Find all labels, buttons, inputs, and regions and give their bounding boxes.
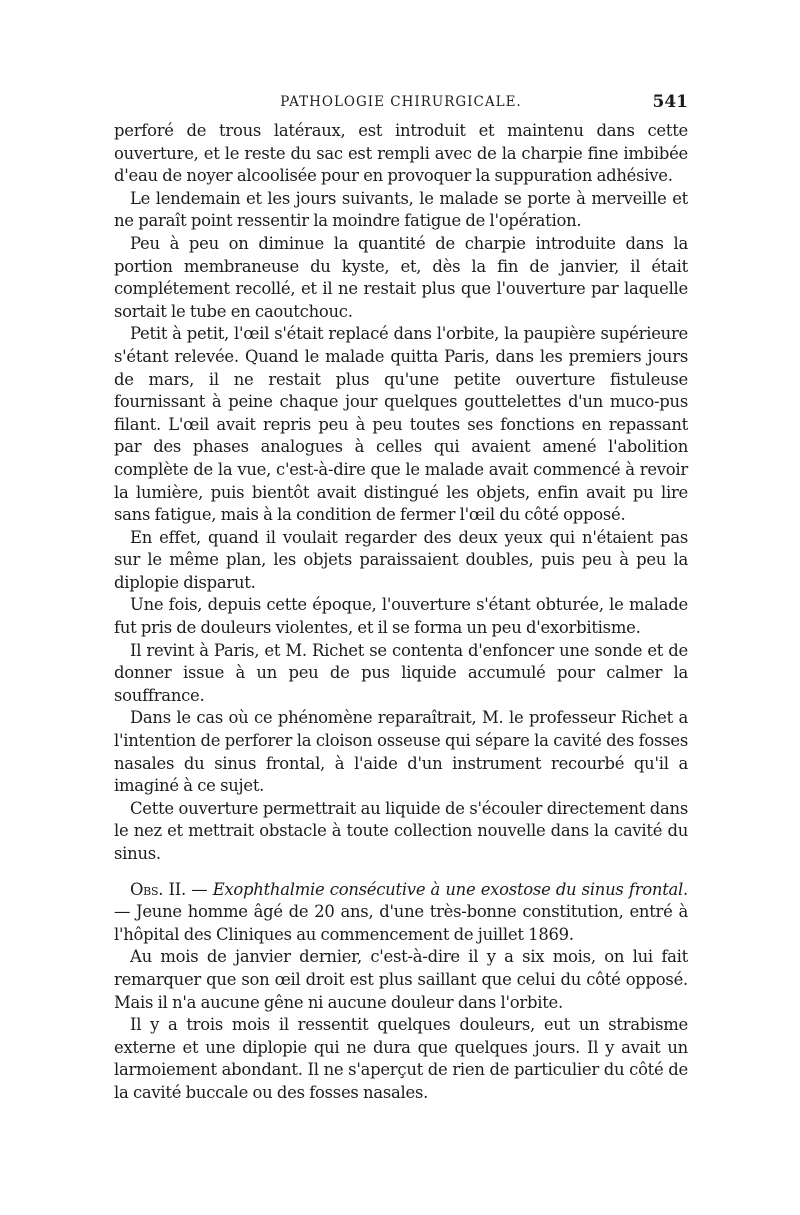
- running-head: [114, 90, 688, 114]
- text-block: [114, 90, 688, 1105]
- paragraph-1: perforé de trous latéraux, est introduit et maintenu dans cette ouverture, et le reste du sac est rempli avec de la charpie fine imbibée d'eau de noyer alcoolisée pour en provoquer la suppuration adhésive.: [114, 121, 688, 186]
- observation-label: Obs. II.: [130, 879, 186, 899]
- page-number: 541: [652, 92, 688, 112]
- paragraph-4: Petit à petit, l'œil s'était replacé dans l'orbite, la paupière supérieure s'étant relevée. Quand le malade quitta Paris, dans les premiers jours de mars, il ne restait plus qu'une petite ouverture fistuleuse fournissant à peine chaque jour quelques gouttelettes d'un muco-pus filant. L'œil avait repris peu à peu toutes ses fonctions en repassant par des phases analogues à celles qui avaient amené l'abolition complète de la vue, c'est-à-dire que le malade avait commencé à revoir la lumière, puis bientôt avait distingué les objets, enfin avait pu lire sans fatigue, mais à la condition de fermer l'œil du côté opposé.: [114, 324, 688, 525]
- paragraph-11: Il y a trois mois il ressentit quelques douleurs, eut un strabisme externe et une diplopie qui ne dura que quelques jours. Il y avait un larmoiement abondant. Il ne s'aperçut de rien de particulier du côté de la cavité buccale ou des fosses nasales.: [114, 1015, 688, 1102]
- paragraph-9: Cette ouverture permettrait au liquide de s'écouler directement dans le nez et mettrait obstacle à toute collection nouvelle dans la cavité du sinus.: [114, 798, 688, 863]
- running-head-title: PATHOLOGIE CHIRURGICALE.: [280, 94, 522, 110]
- paragraph-8: Dans le cas où ce phénomène reparaîtrait, M. le professeur Richet a l'intention de perforer la cloison osseuse qui sépare la cavité des fosses nasales du sinus frontal, à l'aide d'un instrument recourbé qu'il a imaginé à ce sujet.: [114, 708, 688, 796]
- paragraph-3: Peu à peu on diminue la quantité de charpie introduite dans la portion membraneuse du kyste, et, dès la fin de janvier, il était complétement recollé, et il ne restait plus que l'ouverture par laquelle sortait le tube en caoutchouc.: [114, 233, 688, 321]
- observation-text: — Jeune homme âgé de 20 ans, d'une très-bonne constitution, entré à l'hôpital des Cliniques au commencement de juillet 1869.: [114, 902, 688, 944]
- observation-paragraph: [114, 879, 688, 947]
- observation-title: Exophthalmie consécutive à une exostose du sinus frontal.: [212, 879, 689, 899]
- observation-dash: —: [185, 879, 213, 899]
- paragraph-6: Une fois, depuis cette époque, l'ouverture s'étant obturée, le malade fut pris de douleurs violentes, et il se forma un peu d'exorbitisme.: [114, 595, 688, 638]
- paragraph-7: Il revint à Paris, et M. Richet se contenta d'enfoncer une sonde et de donner issue à un peu de pus liquide accumulé pour calmer la souffrance.: [114, 640, 688, 705]
- paragraph-2: Le lendemain et les jours suivants, le malade se porte à merveille et ne paraît point ressentir la moindre fatigue de l'opération.: [114, 188, 688, 231]
- paragraph-5: En effet, quand il voulait regarder des deux yeux qui n'étaient pas sur le même plan, les objets paraissaient doubles, puis peu à peu la diplopie disparut.: [114, 527, 688, 592]
- paragraph-10: Au mois de janvier dernier, c'est-à-dire il y a six mois, on lui fait remarquer que son œil droit est plus saillant que celui du côté opposé. Mais il n'a aucune gêne ni aucune douleur dans l'orbite.: [114, 947, 688, 1012]
